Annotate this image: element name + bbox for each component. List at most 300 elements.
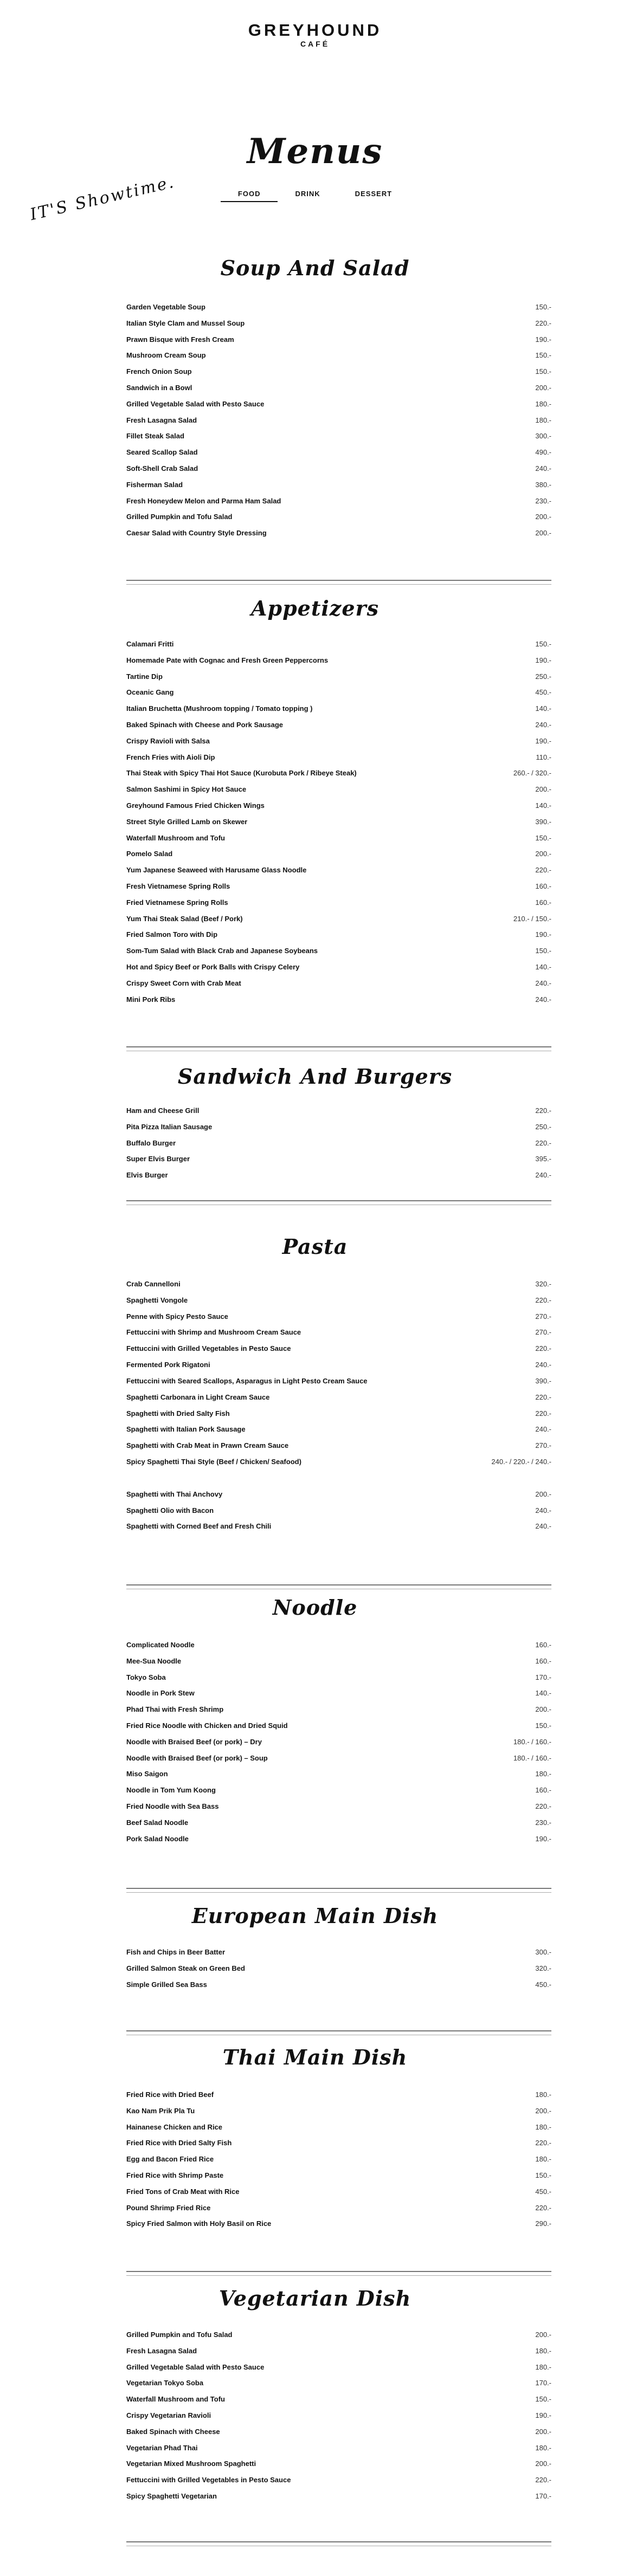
menu-item-price: 140.-: [535, 962, 551, 971]
menu-item-list: [126, 1103, 551, 1183]
menu-item-price: 150.-: [535, 640, 551, 648]
menu-item: [126, 509, 551, 525]
menu-item-price: 270.-: [535, 1441, 551, 1450]
menu-item-name: Fresh Honeydew Melon and Parma Ham Salad: [126, 496, 281, 505]
section-title: Pasta: [282, 1234, 348, 1259]
menu-item-name: Fettuccini with Seared Scallops, Asparagus in Light Pesto Cream Sauce: [126, 1376, 368, 1385]
menu-item-list: [126, 1944, 551, 1992]
menu-item: [126, 364, 551, 380]
menu-item-name: Fisherman Salad: [126, 480, 183, 489]
menu-item-name: Spicy Spaghetti Thai Style (Beef / Chicken/ Seafood): [126, 1457, 301, 1466]
menu-item: [126, 477, 551, 493]
menu-item-price: 190.-: [535, 736, 551, 745]
menu-item-name: Yum Japanese Seaweed with Harusame Glass Noodle: [126, 866, 307, 875]
menu-item-name: Greyhound Famous Fried Chicken Wings: [126, 801, 265, 810]
brand-sub: CAFÉ: [300, 40, 330, 48]
menu-item-name: Fillet Steak Salad: [126, 432, 184, 441]
menu-item: [126, 2200, 551, 2216]
menu-item: [126, 2327, 551, 2343]
menu-item: [126, 669, 551, 685]
menu-item-name: Noodle in Pork Stew: [126, 1689, 195, 1698]
menu-item-name: Vegetarian Mixed Mushroom Spaghetti: [126, 2460, 256, 2468]
menu-item-name: Grilled Vegetable Salad with Pesto Sauce: [126, 2363, 265, 2371]
menu-item: [126, 862, 551, 878]
menu-item-price: 180.-: [535, 2122, 551, 2131]
section-title: Soup And Salad: [220, 256, 410, 280]
menu-item-price: 190.-: [535, 656, 551, 664]
menu-item: [126, 2119, 551, 2135]
menu-item-price: 260.- / 320.-: [513, 769, 551, 778]
menu-item-name: Fresh Lasagna Salad: [126, 416, 197, 424]
menu-item-name: Crispy Ravioli with Salsa: [126, 736, 210, 745]
menu-item-price: 290.-: [535, 2219, 551, 2228]
menu-item-price: 220.-: [535, 1409, 551, 1418]
menu-item-price: 200.-: [535, 2460, 551, 2468]
menu-item-name: Spaghetti with Thai Anchovy: [126, 1490, 223, 1498]
menu-item-price: 140.-: [535, 1689, 551, 1698]
menu-item: [126, 1766, 551, 1782]
menu-item: [126, 2375, 551, 2391]
menu-item-list: [126, 2327, 551, 2504]
menu-item-price: 150.-: [535, 2171, 551, 2179]
menu-item-name: Fettuccini with Shrimp and Mushroom Cream Sauce: [126, 1328, 301, 1337]
menu-item-price: 160.-: [535, 1656, 551, 1665]
menu-item: [126, 1454, 551, 1470]
list-spacer: [126, 1470, 551, 1486]
menu-item-name: Mini Pork Ribs: [126, 995, 176, 1004]
menu-item: [126, 2359, 551, 2376]
menu-item: [126, 1750, 551, 1766]
menu-title-block: [0, 76, 630, 225]
menu-item-price: 250.-: [535, 1122, 551, 1131]
menu-item-price: 220.-: [535, 1344, 551, 1353]
menu-item: [126, 428, 551, 444]
menu-item-name: Hainanese Chicken and Rice: [126, 2122, 223, 2131]
menu-item-price: 220.-: [535, 866, 551, 875]
menu-item-price: 490.-: [535, 448, 551, 457]
menu-item: [126, 1276, 551, 1292]
menu-item-price: 140.-: [535, 801, 551, 810]
brand-logo[interactable]: GREYHOUND: [248, 21, 382, 40]
tab-drink[interactable]: DRINK: [295, 190, 320, 198]
menu-item: [126, 2424, 551, 2440]
menu-item-price: 200.-: [535, 2427, 551, 2436]
menu-item-name: Spaghetti Vongole: [126, 1296, 188, 1304]
menu-item: [126, 2472, 551, 2488]
menu-item: [126, 2343, 551, 2359]
menu-item: [126, 2103, 551, 2119]
page-title: Menus: [247, 131, 383, 172]
section-title: Thai Main Dish: [222, 2045, 408, 2069]
menu-item-price: 220.-: [535, 1106, 551, 1115]
menu-item-name: Phad Thai with Fresh Shrimp: [126, 1705, 224, 1714]
menu-item-price: 270.-: [535, 1328, 551, 1337]
site-header: [0, 0, 630, 76]
menu-item-price: 240.-: [535, 1171, 551, 1180]
menu-item: [126, 2456, 551, 2472]
menu-item: [126, 959, 551, 975]
menu-item: [126, 461, 551, 477]
menu-item-name: Miso Saigon: [126, 1770, 168, 1778]
menu-item: [126, 992, 551, 1008]
menu-item-price: 450.-: [535, 2187, 551, 2196]
menu-item-name: Pound Shrimp Fried Rice: [126, 2203, 211, 2212]
menu-item: [126, 878, 551, 895]
menu-item-price: 320.-: [535, 1280, 551, 1288]
section-divider: [126, 1200, 551, 1205]
menu-item-name: Fresh Lasagna Salad: [126, 2346, 197, 2355]
menu-item-name: Fried Vietnamese Spring Rolls: [126, 898, 228, 907]
menu-item-name: Grilled Pumpkin and Tofu Salad: [126, 513, 233, 521]
menu-item-price: 320.-: [535, 1964, 551, 1972]
menu-item: [126, 1324, 551, 1341]
menu-item-price: 160.-: [535, 882, 551, 890]
menu-item: [126, 1798, 551, 1815]
section-title: Vegetarian Dish: [218, 2286, 412, 2310]
menu-item: [126, 332, 551, 348]
menu-item: [126, 652, 551, 669]
menu-item: [126, 1151, 551, 1167]
menu-item-price: 395.-: [535, 1155, 551, 1163]
menu-item: [126, 1815, 551, 1831]
menu-item-price: 380.-: [535, 480, 551, 489]
section-title: European Main Dish: [191, 1904, 439, 1928]
menu-item-price: 240.-: [535, 995, 551, 1004]
menu-item: [126, 2151, 551, 2167]
menu-item: [126, 2391, 551, 2407]
menu-item-list: [126, 636, 551, 1007]
menu-item-name: Hot and Spicy Beef or Pork Balls with Crispy Celery: [126, 962, 300, 971]
menu-item-price: 200.-: [535, 850, 551, 858]
menu-item-name: Pomelo Salad: [126, 850, 173, 858]
menu-item-price: 160.-: [535, 898, 551, 907]
menu-item: [126, 380, 551, 396]
menu-item-price: 450.-: [535, 688, 551, 697]
section-divider: [126, 2271, 551, 2276]
menu-item-name: Seared Scallop Salad: [126, 448, 198, 457]
menu-item: [126, 1637, 551, 1653]
menu-item-price: 180.-: [535, 2090, 551, 2099]
menu-item: [126, 444, 551, 461]
menu-item: [126, 943, 551, 959]
menu-item-name: Pita Pizza Italian Sausage: [126, 1122, 213, 1131]
menu-item: [126, 1357, 551, 1373]
menu-item-name: Noodle with Braised Beef (or pork) – Soup: [126, 1753, 268, 1762]
menu-item-price: 200.-: [535, 383, 551, 392]
menu-item: [126, 1421, 551, 1438]
menu-item-name: Som-Tum Salad with Black Crab and Japanese Soybeans: [126, 947, 318, 955]
menu-item: [126, 895, 551, 911]
menu-item-name: Calamari Fritti: [126, 640, 174, 648]
menu-item-price: 180.-: [535, 399, 551, 408]
menu-item-list: [126, 1276, 551, 1535]
menu-item-price: 220.-: [535, 1138, 551, 1147]
section-divider: [126, 1046, 551, 1051]
menu-item-name: Spaghetti Carbonara in Light Cream Sauce: [126, 1393, 270, 1401]
menu-item: [126, 299, 551, 315]
menu-item-name: Spaghetti with Crab Meat in Prawn Cream Sauce: [126, 1441, 289, 1450]
section-divider: [126, 2030, 551, 2035]
menu-item-price: 240.-: [535, 1522, 551, 1531]
menu-item: [126, 1406, 551, 1422]
menu-item-price: 210.- / 150.-: [513, 914, 551, 923]
tab-dessert[interactable]: DESSERT: [355, 190, 393, 198]
menu-item-list: [126, 299, 551, 541]
menu-item: [126, 1685, 551, 1701]
menu-item-name: Grilled Pumpkin and Tofu Salad: [126, 2331, 233, 2339]
menu-item: [126, 1718, 551, 1734]
menu-item-price: 220.-: [535, 2203, 551, 2212]
menu-item-name: French Onion Soup: [126, 367, 192, 376]
menu-item-price: 240.-: [535, 1360, 551, 1369]
menu-item-price: 110.-: [536, 753, 551, 761]
menu-item: [126, 412, 551, 429]
menu-item-name: Fried Rice with Dried Salty Fish: [126, 2139, 232, 2147]
menu-item-price: 190.-: [535, 1834, 551, 1843]
menu-item-price: 200.-: [535, 513, 551, 521]
menu-item: [126, 1292, 551, 1309]
menu-item-name: Fish and Chips in Beer Batter: [126, 1948, 226, 1956]
section-title: Sandwich And Burgers: [177, 1064, 453, 1089]
menu-item-price: 200.-: [535, 2106, 551, 2115]
menu-item-name: French Fries with Aioli Dip: [126, 753, 215, 761]
menu-item-price: 220.-: [535, 2476, 551, 2484]
menu-item-name: Complicated Noodle: [126, 1641, 195, 1649]
menu-item: [126, 1373, 551, 1389]
menu-item-price: 240.-: [535, 1425, 551, 1434]
menu-item-name: Spicy Spaghetti Vegetarian: [126, 2491, 217, 2500]
menu-item-name: Noodle with Braised Beef (or pork) – Dry: [126, 1737, 262, 1746]
menu-item-price: 140.-: [535, 704, 551, 713]
menu-item-name: Fried Rice with Dried Beef: [126, 2090, 214, 2099]
menu-item-name: Penne with Spicy Pesto Sauce: [126, 1312, 228, 1321]
menu-item: [126, 798, 551, 814]
menu-item-name: Elvis Burger: [126, 1171, 168, 1180]
menu-item: [126, 1701, 551, 1718]
menu-item-name: Crispy Sweet Corn with Crab Meat: [126, 979, 241, 987]
menu-item: [126, 2440, 551, 2456]
menu-item-name: Tokyo Soba: [126, 1673, 166, 1681]
menu-item-price: 390.-: [535, 817, 551, 826]
menu-tabs: [0, 190, 630, 202]
menu-item-price: 170.-: [535, 1673, 551, 1681]
menu-item: [126, 846, 551, 862]
menu-item-name: Vegetarian Phad Thai: [126, 2443, 198, 2452]
menu-item-price: 300.-: [535, 432, 551, 441]
menu-item-price: 150.-: [535, 2395, 551, 2404]
menu-item-price: 230.-: [535, 496, 551, 505]
menu-item-name: Mee-Sua Noodle: [126, 1656, 182, 1665]
menu-item-price: 200.-: [535, 529, 551, 538]
menu-item-name: Spaghetti with Dried Salty Fish: [126, 1409, 230, 1418]
menu-item: [126, 1135, 551, 1151]
menu-item-name: Ham and Cheese Grill: [126, 1106, 200, 1115]
section-divider: [126, 1888, 551, 1893]
menu-item-price: 180.-: [535, 2363, 551, 2371]
menu-item-name: Sandwich in a Bowl: [126, 383, 192, 392]
menu-item-name: Street Style Grilled Lamb on Skewer: [126, 817, 248, 826]
menu-item-price: 160.-: [535, 1786, 551, 1795]
menu-item: [126, 701, 551, 717]
menu-item-name: Baked Spinach with Cheese and Pork Sausage: [126, 720, 283, 729]
menu-item-price: 180.-: [535, 416, 551, 424]
menu-item: [126, 1653, 551, 1669]
menu-item-price: 200.-: [535, 1490, 551, 1498]
menu-item: [126, 525, 551, 541]
menu-item-name: Spicy Fried Salmon with Holy Basil on Rice: [126, 2219, 272, 2228]
menu-item: [126, 1438, 551, 1454]
menu-item-name: Caesar Salad with Country Style Dressing: [126, 529, 267, 538]
menu-item: [126, 1518, 551, 1535]
section-title: Appetizers: [251, 596, 379, 620]
menu-item-name: Vegetarian Tokyo Soba: [126, 2379, 204, 2387]
menu-item-name: Grilled Vegetable Salad with Pesto Sauce: [126, 399, 265, 408]
menu-item-name: Waterfall Mushroom and Tofu: [126, 2395, 225, 2404]
menu-item-price: 170.-: [535, 2379, 551, 2387]
menu-item-name: Spaghetti with Italian Pork Sausage: [126, 1425, 246, 1434]
menu-item-price: 220.-: [535, 1393, 551, 1401]
menu-item: [126, 2407, 551, 2424]
menu-item-price: 240.-: [535, 464, 551, 473]
menu-item: [126, 2087, 551, 2103]
menu-item-name: Thai Steak with Spicy Thai Hot Sauce (Kurobuta Pork / Ribeye Steak): [126, 769, 357, 778]
menu-item-name: Fried Rice Noodle with Chicken and Dried Squid: [126, 1721, 288, 1730]
menu-item-name: Fried Tons of Crab Meat with Rice: [126, 2187, 240, 2196]
menu-item-price: 200.-: [535, 785, 551, 794]
menu-item-name: Fried Rice with Shrimp Paste: [126, 2171, 224, 2179]
menu-item: [126, 717, 551, 733]
menu-item-price: 150.-: [535, 367, 551, 376]
menu-item-price: 180.- / 160.-: [513, 1737, 551, 1746]
menu-item-name: Crispy Vegetarian Ravioli: [126, 2411, 211, 2419]
menu-item-name: Spaghetti with Corned Beef and Fresh Chili: [126, 1522, 272, 1531]
menu-item-name: Tartine Dip: [126, 672, 163, 681]
menu-item-name: Spaghetti Olio with Bacon: [126, 1506, 214, 1514]
menu-item: [126, 927, 551, 943]
menu-item: [126, 684, 551, 701]
section-divider: [126, 580, 551, 585]
menu-item: [126, 636, 551, 652]
menu-item-name: Crab Cannelloni: [126, 1280, 181, 1288]
menu-item-price: 150.-: [535, 1721, 551, 1730]
menu-item-name: Homemade Pate with Cognac and Fresh Green Peppercorns: [126, 656, 329, 664]
menu-item-price: 270.-: [535, 1312, 551, 1321]
menu-item-list: [126, 2087, 551, 2232]
menu-item: [126, 911, 551, 927]
section-title: Noodle: [272, 1595, 358, 1620]
menu-item-price: 150.-: [535, 947, 551, 955]
menu-item-name: Kao Nam Prik Pla Tu: [126, 2106, 195, 2115]
tab-food[interactable]: FOOD: [221, 190, 278, 202]
menu-item: [126, 975, 551, 992]
menu-item-name: Mushroom Cream Soup: [126, 351, 206, 360]
menu-item-list: [126, 1637, 551, 1847]
menu-item-price: 240.- / 220.- / 240.-: [491, 1457, 551, 1466]
menu-item-price: 150.-: [535, 303, 551, 311]
menu-item: [126, 749, 551, 766]
tagline: IT'S Showtime.: [28, 172, 177, 225]
menu-item-price: 180.-: [535, 2155, 551, 2164]
menu-item: [126, 396, 551, 412]
menu-item-price: 160.-: [535, 1641, 551, 1649]
menu-item-price: 180.-: [535, 1770, 551, 1778]
menu-item-price: 200.-: [535, 1705, 551, 1714]
menu-item: [126, 1782, 551, 1798]
menu-item: [126, 1944, 551, 1960]
menu-item-price: 220.-: [535, 1802, 551, 1810]
menu-item: [126, 733, 551, 749]
menu-item: [126, 1309, 551, 1325]
menu-item: [126, 1486, 551, 1503]
menu-item: [126, 1103, 551, 1119]
menu-item-name: Italian Style Clam and Mussel Soup: [126, 319, 245, 327]
menu-item-price: 190.-: [535, 930, 551, 939]
section-divider: [126, 1584, 551, 1589]
menu-item-price: 180.- / 160.-: [513, 1753, 551, 1762]
menu-item-price: 230.-: [535, 1818, 551, 1827]
menu-item-price: 220.-: [535, 319, 551, 327]
menu-item-name: Simple Grilled Sea Bass: [126, 1980, 207, 1989]
menu-item: [126, 2167, 551, 2184]
menu-item: [126, 2488, 551, 2504]
menu-item-name: Italian Bruchetta (Mushroom topping / Tomato topping ): [126, 704, 313, 713]
menu-item-name: Egg and Bacon Fried Rice: [126, 2155, 214, 2164]
menu-item-name: Super Elvis Burger: [126, 1155, 190, 1163]
menu-item-price: 390.-: [535, 1376, 551, 1385]
menu-item: [126, 1831, 551, 1847]
menu-item-price: 220.-: [535, 2139, 551, 2147]
menu-item: [126, 2135, 551, 2151]
menu-item-price: 190.-: [535, 335, 551, 344]
menu-item-price: 450.-: [535, 1980, 551, 1989]
menu-item-name: Grilled Salmon Steak on Green Bed: [126, 1964, 245, 1972]
menu-item-name: Beef Salad Noodle: [126, 1818, 189, 1827]
menu-item: [126, 1977, 551, 1993]
menu-item: [126, 1503, 551, 1519]
menu-item-price: 150.-: [535, 833, 551, 842]
menu-item: [126, 781, 551, 798]
menu-item-price: 250.-: [535, 672, 551, 681]
menu-item-price: 240.-: [535, 720, 551, 729]
menu-item: [126, 814, 551, 830]
menu-item: [126, 1669, 551, 1686]
menu-item: [126, 315, 551, 332]
menu-item-price: 150.-: [535, 351, 551, 360]
menu-item-price: 170.-: [535, 2491, 551, 2500]
menu-item: [126, 765, 551, 781]
section-divider: [126, 2541, 551, 2546]
menu-item-name: Soft-Shell Crab Salad: [126, 464, 198, 473]
menu-item: [126, 1119, 551, 1135]
menu-item: [126, 1960, 551, 1977]
menu-item-price: 240.-: [535, 979, 551, 987]
menu-item-price: 180.-: [535, 2346, 551, 2355]
menu-item-name: Baked Spinach with Cheese: [126, 2427, 220, 2436]
menu-item: [126, 347, 551, 364]
menu-item-price: 180.-: [535, 2443, 551, 2452]
menu-item: [126, 1734, 551, 1750]
menu-item-name: Buffalo Burger: [126, 1138, 176, 1147]
menu-item-name: Salmon Sashimi in Spicy Hot Sauce: [126, 785, 247, 794]
menu-item-name: Oceanic Gang: [126, 688, 174, 697]
menu-item-name: Prawn Bisque with Fresh Cream: [126, 335, 234, 344]
menu-item-name: Yum Thai Steak Salad (Beef / Pork): [126, 914, 243, 923]
menu-item: [126, 830, 551, 846]
menu-item: [126, 1167, 551, 1183]
menu-item-name: Garden Vegetable Soup: [126, 303, 205, 311]
menu-item: [126, 2184, 551, 2200]
menu-item-name: Noodle in Tom Yum Koong: [126, 1786, 216, 1795]
